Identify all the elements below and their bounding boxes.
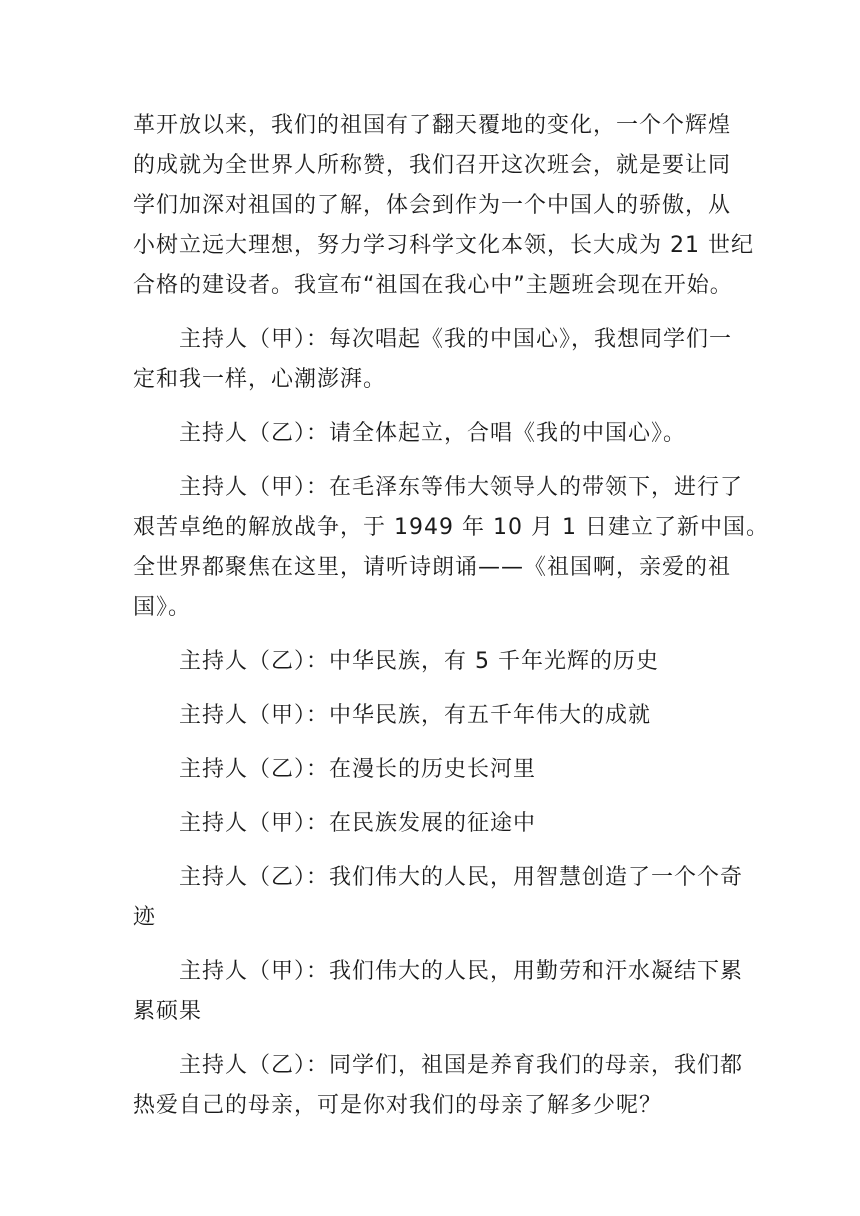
text-line: 主持人（甲）：在民族发展的征途中 [179, 811, 537, 836]
dialogue-paragraph [133, 1046, 744, 1126]
text-line: 热爱自己的母亲，可是你对我们的母亲了解多少呢？ [133, 1093, 663, 1118]
text-line: 主持人（甲）：每次唱起《我的中国心》，我想同学们一 [179, 327, 733, 352]
text-line: 主持人（乙）：中华民族，有 5 千年光辉的历史 [179, 649, 659, 674]
text-line: 学们加深对祖国的了解，体会到作为一个中国人的骄傲，从 [133, 193, 732, 218]
intro-paragraph [133, 106, 754, 306]
text-line: 定和我一样，心潮澎湃。 [133, 367, 387, 392]
dialogue-paragraph [133, 858, 744, 938]
text-line: 国》。 [133, 595, 192, 620]
text-line: 小树立远大理想，努力学习科学文化本领，长大成为 21 世纪 [133, 233, 754, 258]
text-line: 主持人（乙）：我们伟大的人民，用智慧创造了一个个奇 [179, 865, 744, 890]
text-line: 艰苦卓绝的解放战争，于 1949 年 10 月 1 日建立了新中国。 [133, 515, 769, 540]
text-line: 主持人（甲）：中华民族，有五千年伟大的成就 [179, 703, 652, 728]
dialogue-paragraph [133, 804, 733, 844]
text-line: 革开放以来，我们的祖国有了翻天覆地的变化，一个个辉煌 [133, 113, 732, 138]
text-line: 主持人（乙）：在漫长的历史长河里 [179, 757, 537, 782]
dialogue-paragraph [133, 414, 733, 454]
dialogue-paragraph [133, 468, 769, 628]
document-body [133, 106, 769, 1140]
text-line: 累硕果 [133, 999, 203, 1024]
dialogue-paragraph [133, 952, 744, 1032]
dialogue-paragraph [133, 320, 733, 400]
text-line: 合格的建设者。我宣布“祖国在我心中”主题班会现在开始。 [133, 273, 733, 298]
dialogue-paragraph [133, 750, 733, 790]
text-line: 主持人（乙）：请全体起立，合唱《我的中国心》。 [179, 421, 687, 446]
text-line: 的成就为全世界人所称赞，我们召开这次班会，就是要让同 [133, 153, 732, 178]
dialogue-paragraph [133, 696, 733, 736]
text-line: 主持人（乙）：同学们，祖国是养育我们的母亲，我们都 [179, 1053, 744, 1078]
text-line: 全世界都聚焦在这里，请听诗朗诵——《祖国啊，亲爱的祖 [133, 555, 732, 580]
text-line: 主持人（甲）：在毛泽东等伟大领导人的带领下，进行了 [179, 475, 744, 500]
text-line: 主持人（甲）：我们伟大的人民，用勤劳和汗水凝结下累 [179, 959, 744, 984]
dialogue-paragraph [133, 642, 733, 682]
text-line: 迹 [133, 905, 157, 930]
